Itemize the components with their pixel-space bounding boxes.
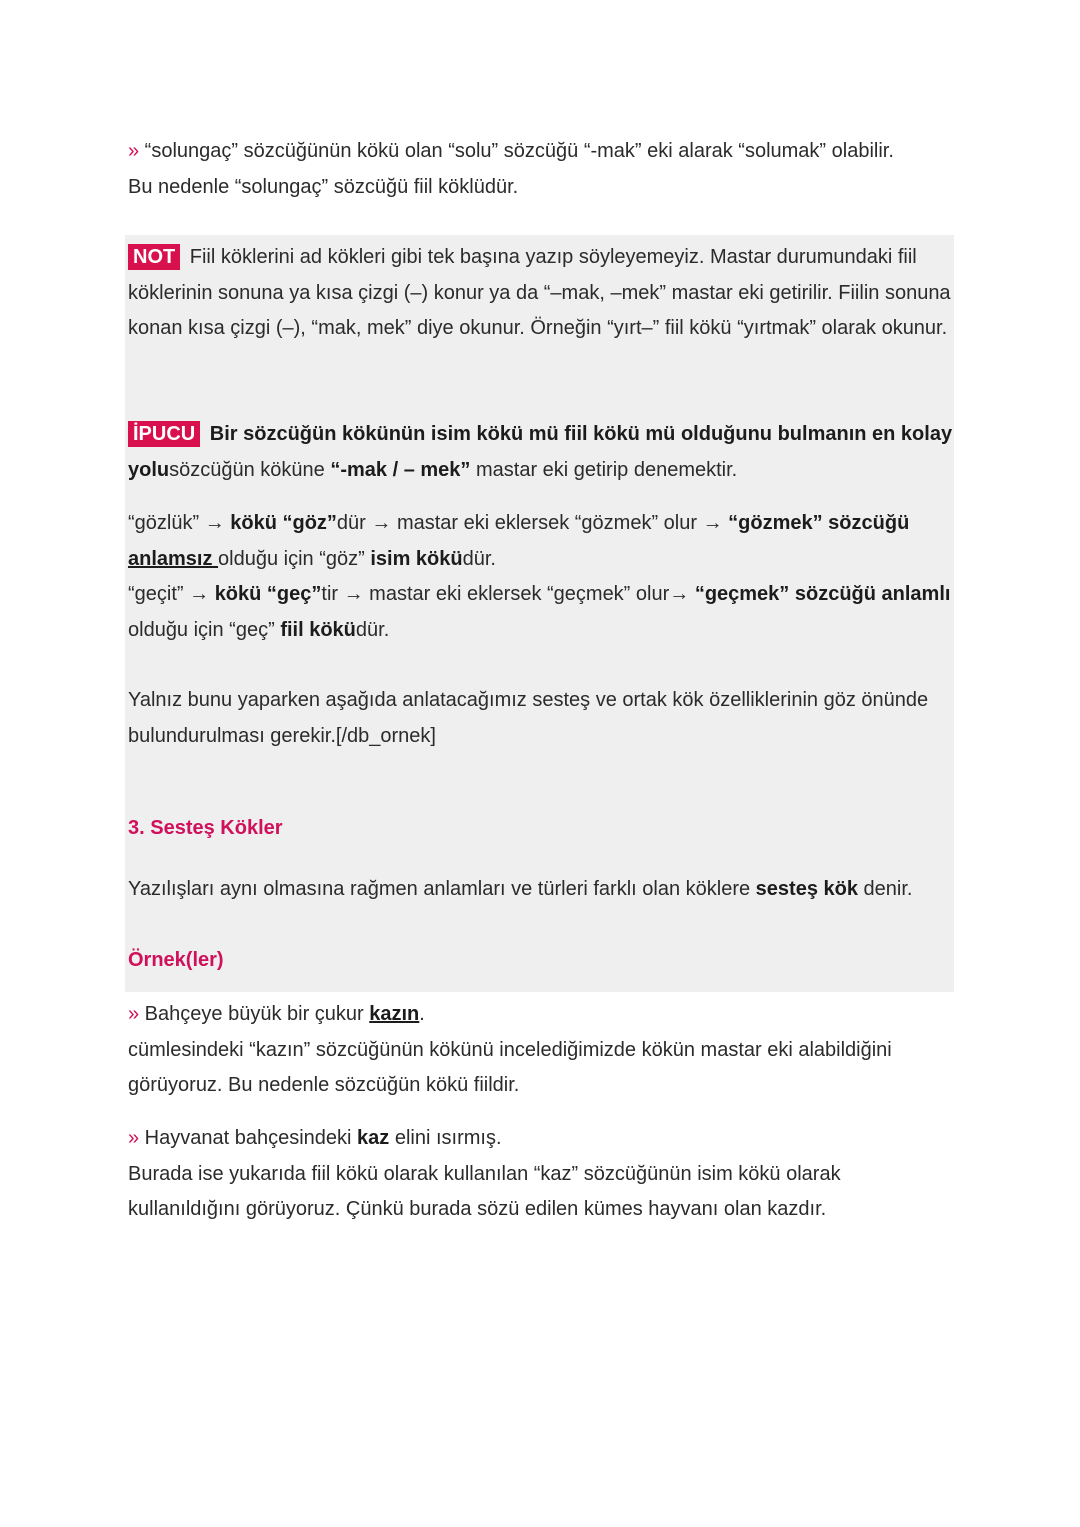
note-paragraph xyxy=(128,240,954,347)
tip-paragraph xyxy=(128,417,954,488)
example-kaz-explanation: Burada ise yukarıda fiil kökü olarak kullanılan “kaz” sözcüğünün isim kökü olarak kullanıldığını görüyoruz. Çünkü burada sözü edilen kümes hayvanı olan kazdır. xyxy=(128,1162,841,1220)
tip-examples xyxy=(128,506,954,648)
definition-term: sesteş kök xyxy=(755,878,858,900)
examples-heading: Örnek(ler) xyxy=(128,949,224,971)
example-kaz: » Hayvanat bahçesindeki kaz elini ısırmış. Burada ise yukarıda fiil kökü olarak kullanılan “kaz” sözcüğünün isim kökü olarak kullanıldığını görüyoruz. Çünkü burada sözü edilen kümes hayvanı olan kazdır. xyxy=(128,1121,954,1228)
example-gozluk: “gözlük” → kökü “göz”dür → mastar eki eklersek “gözmek” olur → “gözmek” sözcüğü anlamsız olduğu için “göz” isim köküdür. xyxy=(128,512,910,570)
highlight-word: kazın xyxy=(369,1003,420,1025)
example-kazin: » Bahçeye büyük bir çukur kazın. cümlesindeki “kazın” sözcüğünün kökünü incelediğimizde kökün mastar eki alabildiğini görüyoruz. Bu nedenle sözcüğün kökü fiildir. xyxy=(128,997,954,1104)
example-gecit: “geçit” → kökü “geç”tir → mastar eki eklersek “geçmek” olur→ “geçmek” sözcüğü anlamlı olduğu için “geç” fiil köküdür. xyxy=(128,583,951,641)
bullet-marker: » xyxy=(128,1127,140,1149)
tip-normal-1: sözcüğün köküne xyxy=(169,458,331,481)
note-tag: NOT xyxy=(128,244,180,270)
tip-bold-2: “-mak / – mek” xyxy=(330,458,471,481)
tip-bold-1: Bir sözcüğün kökünün isim kökü mü fiil kökü mü olduğunu bulmanın en kolay yolu xyxy=(128,423,953,481)
highlight-word: kaz xyxy=(357,1127,390,1149)
example-kazin-explanation: cümlesindeki “kazın” sözcüğünün kökünü incelediğimizde kökün mastar eki alabildiğini görüyoruz. Bu nedenle sözcüğün kökü fiildir. xyxy=(128,1038,892,1096)
section-heading: 3. Sesteş Kökler xyxy=(128,817,283,839)
intro-line-1 xyxy=(128,134,954,170)
note-text: Fiil köklerini ad kökleri gibi tek başına yazıp söyleyemeyiz. Mastar durumundaki fiil köklerinin sonuna ya kısa çizgi (–) konur ya da “–mak, –mek” mastar eki getirilir. Fiilin sonuna konan kısa çizgi (–), “mak, mek” diye okunur. Örneğin “yırt–” fiil kökü “yırtmak” olarak okunur. xyxy=(128,246,951,339)
bullet-marker: » xyxy=(128,140,140,162)
intro-text-1: “solungaç” sözcüğünün kökü olan “solu” sözcüğü “-mak” eki alarak “solumak” olabilir. xyxy=(139,140,894,162)
intro-line-2: Bu nedenle “solungaç” sözcüğü fiil köklüdür. xyxy=(128,175,519,198)
tip-tag: İPUCU xyxy=(128,421,200,447)
definition-paragraph: Yazılışları aynı olmasına rağmen anlamları ve türleri farklı olan köklere sesteş kök denir. xyxy=(128,878,913,900)
bullet-marker: » xyxy=(128,1003,140,1025)
closing-paragraph: Yalnız bunu yaparken aşağıda anlatacağımız sesteş ve ortak kök özelliklerinin göz önünde bulundurulması gerekir.[/db_ornek] xyxy=(128,689,929,747)
tip-normal-2: mastar eki getirip denemektir. xyxy=(470,458,738,481)
intro-paragraph xyxy=(128,134,954,205)
